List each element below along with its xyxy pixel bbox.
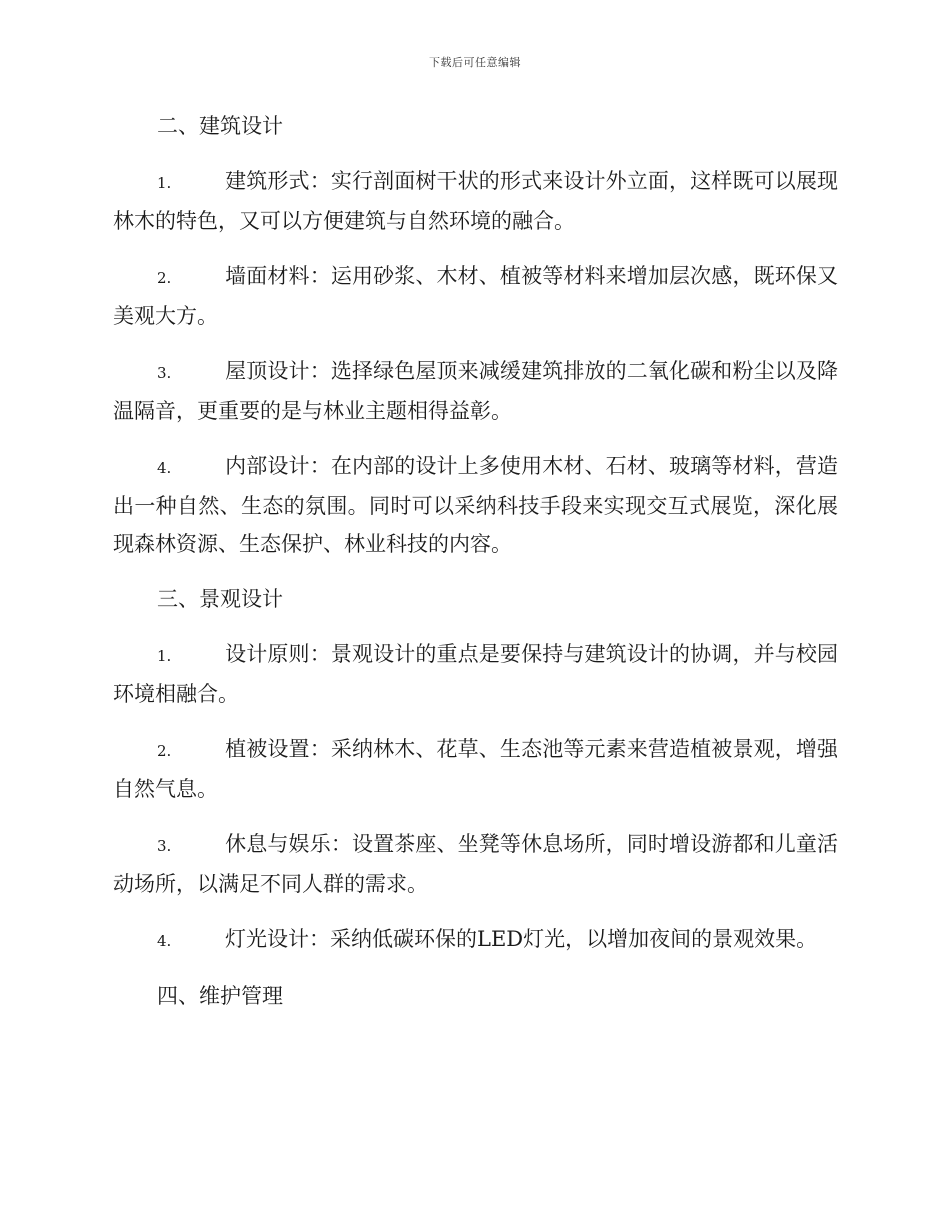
list-item — [113, 352, 838, 430]
item-text: 休息与娱乐：设置茶座、坐凳等休息场所，同时增设游都和儿童活动场所，以满足不同人群的需求。 — [113, 832, 838, 896]
item-text: 内部设计：在内部的设计上多使用木材、石材、玻璃等材料，营造出一种自然、生态的氛围。同时可以采纳科技手段来实现交互式展览，深化展现森林资源、生态保护、林业科技的内容。 — [113, 454, 838, 556]
list-item — [113, 162, 838, 240]
document-body — [113, 107, 838, 1032]
item-number: 1. — [157, 647, 172, 665]
section-heading: 四、维护管理 — [157, 984, 283, 1008]
section-heading: 三、景观设计 — [157, 587, 283, 611]
item-text: 设计原则：景观设计的重点是要保持与建筑设计的协调，并与校园环境相融合。 — [113, 642, 838, 706]
item-number: 3. — [157, 837, 172, 855]
item-number: 4. — [157, 459, 172, 477]
item-text: 建筑形式：实行剖面树干状的形式来设计外立面，这样既可以展现林木的特色，又可以方便建筑与自然环境的融合。 — [113, 169, 838, 233]
section-heading: 二、建筑设计 — [157, 114, 283, 138]
item-number: 3. — [157, 364, 172, 382]
list-item — [113, 257, 838, 335]
list-item — [113, 635, 838, 713]
item-text: 植被设置：采纳林木、花草、生态池等元素来营造植被景观，增强自然气息。 — [113, 737, 838, 801]
list-item — [113, 920, 838, 960]
header-note: 下载后可任意编辑 — [429, 56, 521, 69]
item-text: 墙面材料：运用砂浆、木材、植被等材料来增加层次感，既环保又美观大方。 — [113, 264, 838, 328]
item-text: 灯光设计：采纳低碳环保的LED灯光，以增加夜间的景观效果。 — [225, 927, 818, 951]
item-number: 1. — [157, 174, 172, 192]
list-item — [113, 730, 838, 808]
item-number: 2. — [157, 269, 172, 287]
list-item — [113, 447, 838, 563]
list-item — [113, 825, 838, 903]
item-number: 4. — [157, 932, 172, 950]
item-number: 2. — [157, 742, 172, 760]
item-text: 屋顶设计：选择绿色屋顶来减缓建筑排放的二氧化碳和粉尘以及降温隔音，更重要的是与林业主题相得益彰。 — [113, 359, 838, 423]
